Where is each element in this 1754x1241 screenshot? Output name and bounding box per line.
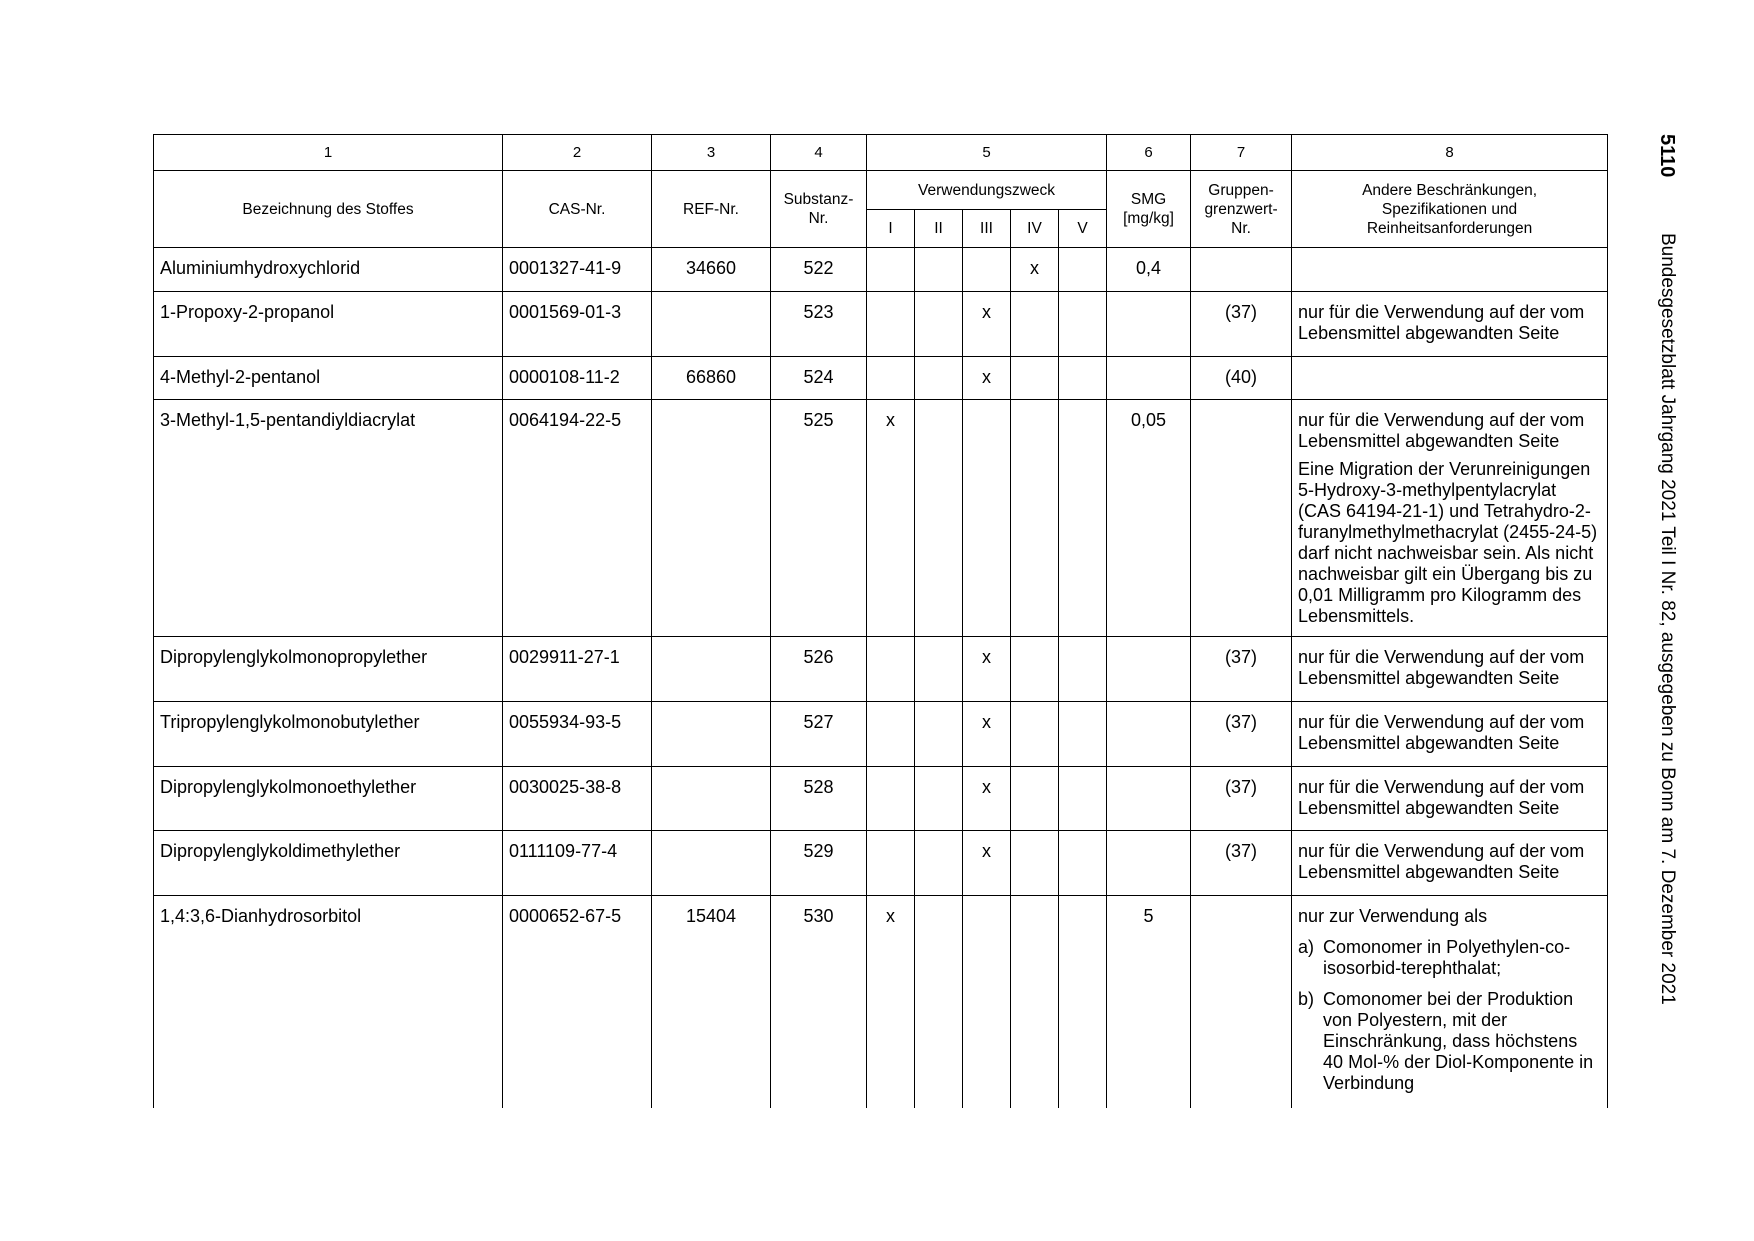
restrictions	[1292, 702, 1608, 767]
purpose-mark	[915, 831, 963, 896]
smg-value	[1107, 637, 1191, 702]
page-number: 5110	[1656, 134, 1678, 178]
purpose-mark	[915, 767, 963, 831]
purpose-mark	[1059, 896, 1107, 1108]
purpose-mark	[1059, 831, 1107, 896]
group-limit: (37)	[1191, 637, 1292, 702]
substance-name: Tripropylenglykolmonobutylether	[154, 702, 503, 767]
ref-number	[652, 637, 771, 702]
purpose-mark	[1011, 767, 1059, 831]
purpose-mark	[867, 767, 915, 831]
smg-value	[1107, 767, 1191, 831]
substance-name: 3-Methyl-1,5-pentandiyldiacrylat	[154, 400, 503, 637]
purpose-mark	[915, 248, 963, 292]
substance-table	[153, 134, 1608, 1108]
substance-name: 1-Propoxy-2-propanol	[154, 292, 503, 357]
column-number: 2	[503, 135, 652, 171]
table-row	[154, 637, 1608, 702]
purpose-mark	[915, 702, 963, 767]
substance-number: 522	[771, 248, 867, 292]
header-gruppengrenzwert: Gruppen- grenzwert- Nr.	[1191, 171, 1292, 248]
substance-name: 1,4:3,6-Dianhydrosorbitol	[154, 896, 503, 1108]
column-number: 6	[1107, 135, 1191, 171]
substance-number: 529	[771, 831, 867, 896]
purpose-mark: x	[867, 400, 915, 637]
list-text: Comonomer bei der Produktion von Polyestern, mit der Einschränkung, dass höchstens 40 Mol-% der Diol-Komponente in Verbindung	[1323, 989, 1594, 1093]
cas-number: 0111109-77-4	[503, 831, 652, 896]
restrictions	[1292, 357, 1608, 400]
restriction-paragraph: Eine Migration der Verunreinigungen 5-Hydroxy-3-methylpentylacrylat (CAS 64194-21-1) und Tetrahydro-2-furanylmethylmethacrylat (2455-24-5) darf nicht nachweisbar sein. Als nicht nachweisbar gilt ein Übergang bis zu 0,01 Milligramm pro Kilogramm des Lebensmittels.	[1298, 459, 1598, 626]
substance-number: 528	[771, 767, 867, 831]
restriction-paragraph: nur für die Verwendung auf der vom Lebensmittel abgewandten Seite	[1298, 841, 1585, 882]
restrictions	[1292, 831, 1608, 896]
purpose-mark	[1059, 767, 1107, 831]
restrictions	[1292, 637, 1608, 702]
purpose-mark	[1011, 292, 1059, 357]
smg-value	[1107, 702, 1191, 767]
restriction-paragraph: nur für die Verwendung auf der vom Lebensmittel abgewandten Seite	[1298, 302, 1585, 343]
purpose-mark	[1011, 831, 1059, 896]
purpose-mark	[867, 831, 915, 896]
list-marker: b)	[1298, 989, 1315, 1009]
purpose-mark: x	[867, 896, 915, 1108]
column-number: 1	[154, 135, 503, 171]
header-row	[154, 171, 1608, 210]
substance-name: Aluminiumhydroxychlorid	[154, 248, 503, 292]
restriction-paragraph: nur für die Verwendung auf der vom Lebensmittel abgewandten Seite	[1298, 777, 1585, 818]
smg-value	[1107, 357, 1191, 400]
restrictions	[1292, 896, 1608, 1108]
cas-number: 0064194-22-5	[503, 400, 652, 637]
purpose-mark	[1011, 896, 1059, 1108]
purpose-mark: x	[963, 767, 1011, 831]
list-text: Comonomer in Polyethylen-co-isosorbid-terephthalat;	[1323, 937, 1571, 978]
purpose-mark	[1011, 357, 1059, 400]
purpose-mark	[915, 292, 963, 357]
purpose-mark	[915, 637, 963, 702]
header-purpose-ii: II	[915, 210, 963, 248]
smg-value	[1107, 292, 1191, 357]
side-margin-header	[1656, 134, 1678, 1005]
header-purpose-v: V	[1059, 210, 1107, 248]
group-limit: (37)	[1191, 702, 1292, 767]
substance-number: 524	[771, 357, 867, 400]
header-substanz: Substanz- Nr.	[771, 171, 867, 248]
table-row	[154, 896, 1608, 1108]
purpose-mark: x	[963, 637, 1011, 702]
restriction-paragraph: nur für die Verwendung auf der vom Lebensmittel abgewandten Seite	[1298, 410, 1585, 451]
substance-number: 526	[771, 637, 867, 702]
header-verwendungszweck: Verwendungszweck	[867, 171, 1107, 210]
purpose-mark	[915, 400, 963, 637]
substance-name: Dipropylenglykoldimethylether	[154, 831, 503, 896]
group-limit: (37)	[1191, 292, 1292, 357]
purpose-mark	[867, 702, 915, 767]
purpose-mark	[915, 357, 963, 400]
ref-number	[652, 400, 771, 637]
purpose-mark: x	[963, 292, 1011, 357]
smg-value	[1107, 831, 1191, 896]
running-header: Bundesgesetzblatt Jahrgang 2021 Teil I Nr. 82, ausgegeben zu Bonn am 7. Dezember 2021	[1657, 233, 1678, 1006]
header-name: Bezeichnung des Stoffes	[154, 171, 503, 248]
smg-value: 0,4	[1107, 248, 1191, 292]
ref-number: 66860	[652, 357, 771, 400]
column-number: 8	[1292, 135, 1608, 171]
table-row	[154, 702, 1608, 767]
restrictions	[1292, 248, 1608, 292]
table-row	[154, 831, 1608, 896]
restrictions	[1292, 292, 1608, 357]
ref-number	[652, 767, 771, 831]
substance-number: 525	[771, 400, 867, 637]
restriction-paragraph: nur für die Verwendung auf der vom Lebensmittel abgewandten Seite	[1298, 647, 1585, 688]
group-limit	[1191, 896, 1292, 1108]
ref-number	[652, 292, 771, 357]
column-number-row	[154, 135, 1608, 171]
purpose-mark: x	[963, 357, 1011, 400]
header-purpose-iv: IV	[1011, 210, 1059, 248]
purpose-mark	[1059, 637, 1107, 702]
purpose-mark	[867, 292, 915, 357]
substance-name: Dipropylenglykolmonopropylether	[154, 637, 503, 702]
column-number: 4	[771, 135, 867, 171]
purpose-mark	[963, 248, 1011, 292]
restriction-paragraph: nur für die Verwendung auf der vom Lebensmittel abgewandten Seite	[1298, 712, 1585, 753]
cas-number: 0000652-67-5	[503, 896, 652, 1108]
column-number: 5	[867, 135, 1107, 171]
purpose-mark	[1059, 400, 1107, 637]
purpose-mark	[915, 896, 963, 1108]
table-row	[154, 292, 1608, 357]
restrictions	[1292, 767, 1608, 831]
cas-number: 0000108-11-2	[503, 357, 652, 400]
restriction-list-item	[1298, 989, 1601, 1094]
purpose-mark	[1059, 357, 1107, 400]
cas-number: 0001569-01-3	[503, 292, 652, 357]
ref-number	[652, 702, 771, 767]
table-row	[154, 357, 1608, 400]
table-row	[154, 767, 1608, 831]
substance-number: 530	[771, 896, 867, 1108]
list-marker: a)	[1298, 937, 1315, 957]
purpose-mark	[1059, 248, 1107, 292]
group-limit	[1191, 248, 1292, 292]
header-purpose-iii: III	[963, 210, 1011, 248]
table-row	[154, 400, 1608, 637]
ref-number	[652, 831, 771, 896]
table-row	[154, 248, 1608, 292]
purpose-mark	[963, 400, 1011, 637]
column-number: 7	[1191, 135, 1292, 171]
ref-number: 15404	[652, 896, 771, 1108]
purpose-mark	[1059, 702, 1107, 767]
cas-number: 0030025-38-8	[503, 767, 652, 831]
cas-number: 0029911-27-1	[503, 637, 652, 702]
table-body	[154, 135, 1608, 1108]
column-number: 3	[652, 135, 771, 171]
restriction-paragraph: nur zur Verwendung als	[1298, 906, 1488, 926]
ref-number: 34660	[652, 248, 771, 292]
purpose-mark	[867, 357, 915, 400]
group-limit: (37)	[1191, 767, 1292, 831]
group-limit: (40)	[1191, 357, 1292, 400]
substance-number: 527	[771, 702, 867, 767]
header-restrictions: Andere Beschränkungen, Spezifikationen und Reinheitsanforderungen	[1292, 171, 1608, 248]
purpose-mark: x	[1011, 248, 1059, 292]
purpose-mark	[963, 896, 1011, 1108]
purpose-mark: x	[963, 831, 1011, 896]
restriction-list-item	[1298, 937, 1601, 979]
substance-name: Dipropylenglykolmonoethylether	[154, 767, 503, 831]
purpose-mark	[867, 248, 915, 292]
substance-number: 523	[771, 292, 867, 357]
header-smg: SMG [mg/kg]	[1107, 171, 1191, 248]
smg-value: 5	[1107, 896, 1191, 1108]
header-cas: CAS-Nr.	[503, 171, 652, 248]
cas-number: 0055934-93-5	[503, 702, 652, 767]
header-purpose-i: I	[867, 210, 915, 248]
smg-value: 0,05	[1107, 400, 1191, 637]
purpose-mark	[867, 637, 915, 702]
purpose-mark: x	[963, 702, 1011, 767]
purpose-mark	[1059, 292, 1107, 357]
purpose-mark	[1011, 702, 1059, 767]
cas-number: 0001327-41-9	[503, 248, 652, 292]
restrictions	[1292, 400, 1608, 637]
header-ref: REF-Nr.	[652, 171, 771, 248]
purpose-mark	[1011, 637, 1059, 702]
purpose-mark	[1011, 400, 1059, 637]
group-limit: (37)	[1191, 831, 1292, 896]
group-limit	[1191, 400, 1292, 637]
substance-name: 4-Methyl-2-pentanol	[154, 357, 503, 400]
